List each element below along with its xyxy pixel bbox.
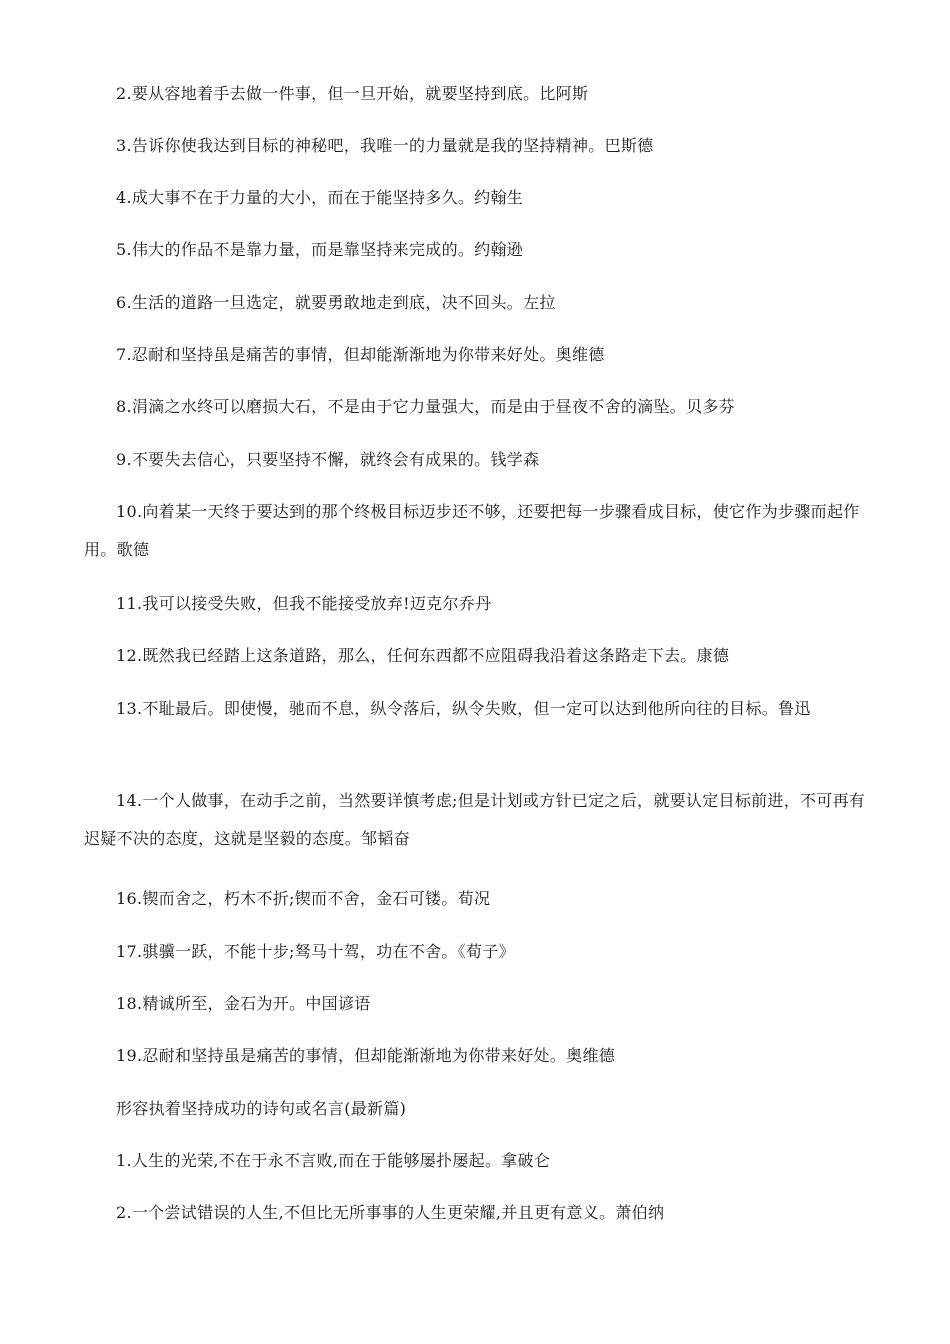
- paragraph-13: 14.一个人做事，在动手之前，当然要详慎考虑;但是计划或方针已定之后，就要认定目标前进，不可再有迟疑不决的态度，这就是坚毅的态度。邹韬奋: [84, 791, 866, 848]
- paragraph-2: 3.告诉你使我达到目标的神秘吧，我唯一的力量就是我的坚持精神。巴斯德: [116, 136, 654, 155]
- paragraph-16: 18.精诚所至，金石为开。中国谚语: [116, 994, 371, 1013]
- paragraph-1: 2.要从容地着手去做一件事，但一旦开始，就要坚持到底。比阿斯: [116, 84, 589, 103]
- paragraph-4: 5.伟大的作品不是靠力量，而是靠坚持来完成的。约翰逊: [116, 240, 524, 259]
- paragraph-18: 1.人生的光荣,不在于永不言败,而在于能够屡扑屡起。拿破仑: [116, 1151, 551, 1170]
- paragraph-7: 8.涓滴之水终可以磨损大石，不是由于它力量强大，而是由于昼夜不舍的滴坠。贝多芬: [116, 397, 735, 416]
- paragraph-11: 12.既然我已经踏上这条道路，那么，任何东西都不应阻碍我沿着这条路走下去。康德: [116, 646, 730, 665]
- paragraph-9: 10.向着某一天终于要达到的那个终极目标迈步还不够，还要把每一步骤看成目标，使它作为步骤而起作用。歌德: [84, 502, 860, 559]
- paragraph-8: 9.不要失去信心，只要坚持不懈，就终会有成果的。钱学森: [116, 450, 540, 469]
- section-heading: 形容执着坚持成功的诗句或名言(最新篇): [116, 1099, 407, 1118]
- paragraph-14: 16.锲而舍之，朽木不折;锲而不舍，金石可镂。荀况: [116, 889, 491, 908]
- paragraph-17: 19.忍耐和坚持虽是痛苦的事情，但却能渐渐地为你带来好处。奥维德: [116, 1046, 616, 1065]
- paragraph-3: 4.成大事不在于力量的大小，而在于能坚持多久。约翰生: [116, 188, 524, 207]
- paragraph-10: 11.我可以接受失败，但我不能接受放弃!迈克尔乔丹: [116, 594, 492, 613]
- paragraph-19: 2.一个尝试错误的人生,不但比无所事事的人生更荣耀,并且更有意义。萧伯纳: [116, 1203, 665, 1222]
- paragraph-6: 7.忍耐和坚持虽是痛苦的事情，但却能渐渐地为你带来好处。奥维德: [116, 345, 605, 364]
- paragraph-5: 6.生活的道路一旦选定，就要勇敢地走到底，决不回头。左拉: [116, 293, 556, 312]
- paragraph-15: 17.骐骥一跃，不能十步;驽马十驾，功在不舍。《荀子》: [116, 942, 515, 961]
- paragraph-12: 13.不耻最后。即使慢，驰而不息，纵令落后，纵令失败，但一定可以达到他所向往的目标。鲁迅: [116, 699, 811, 718]
